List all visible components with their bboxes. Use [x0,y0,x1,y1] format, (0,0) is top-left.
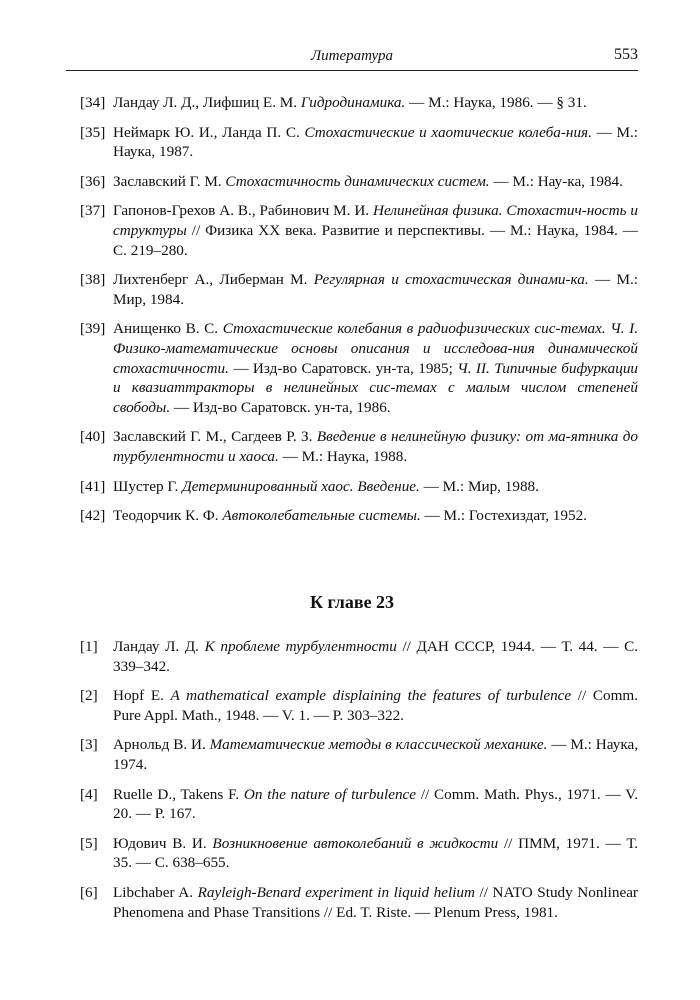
reference-number: [38] [80,271,106,289]
reference-entry [80,319,638,417]
reference-publication: // ДАН СССР, 1944. — Т. 44. — С. 339–342. [113,638,638,675]
reference-authors: Анищенко В. С. [113,320,219,338]
reference-entry [80,735,638,774]
reference-publication: — М.: Наука, 1988. [282,447,408,465]
reference-entry [80,506,638,526]
reference-number: [6] [80,883,98,901]
reference-title: Автоколебательные системы. [222,507,421,525]
reference-authors: Гапонов-Грехов А. В., Рабинович М. И. [113,202,370,220]
reference-authors: Юдович В. И. [113,834,207,852]
reference-title: Введение в нелинейную физику: от ма-ятника до турбулентности и хаоса. [113,428,638,465]
reference-title: On the nature of turbulence [243,785,417,803]
reference-title: Возникновение автоколебаний в жидкости [212,834,499,852]
reference-publication: — М.: Наука, 1987. [113,123,638,161]
reference-title: Математические методы в классической механике. [209,736,548,754]
reference-entry [80,270,638,309]
reference-publication: — М.: Гостехиздат, 1952. [424,507,587,525]
reference-publication: // ПММ, 1971. — Т. 35. — С. 638–655. [113,834,639,872]
reference-title: Нелинейная физика. Стохастич-ность и структуры [113,202,638,239]
reference-authors: Заславский Г. М. [113,172,222,190]
reference-publication: — М.: Мир, 1984. [113,271,638,308]
reference-title: Детерминированный хаос. Введение. [182,477,420,495]
reference-entry [80,883,638,922]
reference-authors: Шустер Г. [113,477,179,495]
reference-number: [4] [80,785,98,803]
reference-title: Rayleigh-Benard experiment in liquid helium [197,883,475,901]
running-head-title: Литература [310,48,394,64]
page-number: 553 [614,46,638,63]
reference-number: [1] [80,638,98,655]
reference-publication: // Comm. Math. Phys., 1971. — V. 20. — P. 167. [113,785,639,823]
reference-publication: — М.: Нау-ка, 1984. [493,172,623,190]
reference-number: [3] [80,736,98,754]
reference-entry [80,172,638,192]
chapter-heading: К главе 23 [309,592,395,612]
reference-list-chapter-23 [80,637,638,932]
reference-authors: Ландау Л. Д. [113,638,199,655]
reference-number: [5] [80,834,98,852]
reference-publication: — Изд-во Саратовск. ун-та, 1985; [233,359,453,377]
reference-title: Стохастические и хаотические колеба-ния. [304,123,592,141]
reference-entry [80,686,638,725]
reference-number: [40] [80,428,106,446]
reference-entry [80,834,638,873]
reference-list-chapter-22 [80,93,638,536]
reference-entry [80,93,638,113]
reference-entry [80,123,638,162]
reference-number: [35] [80,123,106,141]
reference-authors: Теодорчик К. Ф. [113,507,219,525]
reference-title: Стохастические колебания в радиофизических сис-темах. Ч. I. Физико-математические основы описания и исследова-ния динамической стохастичности. [113,320,639,377]
reference-entry [80,785,638,824]
running-head [66,46,638,71]
reference-authors: Hopf E. [113,687,164,705]
reference-publication: // Физика XX века. Развитие и перспективы. — М.: Наука, 1984. — С. 219–280. [113,221,638,259]
reference-number: [42] [80,507,106,525]
reference-authors: Арнольд В. И. [113,736,206,754]
reference-title: Гидродинамика. [300,94,406,111]
reference-number: [34] [80,94,106,111]
reference-entry [80,637,638,676]
reference-title: К проблеме турбулентности [204,638,397,655]
reference-authors: Ландау Л. Д., Лифшиц Е. М. [113,94,298,111]
reference-publication: — М.: Наука, 1986. — § 31. [409,94,587,111]
reference-entry [80,201,638,260]
reference-number: [36] [80,172,106,190]
reference-publication: — М.: Наука, 1974. [113,736,639,773]
reference-number: [2] [80,687,98,705]
reference-authors: Ruelle D., Takens F. [113,785,240,803]
reference-authors: Libchaber A. [113,883,194,901]
reference-authors: Заславский Г. М., Сагдеев Р. З. [113,428,313,446]
reference-title: Регулярная и стохастическая динами-ка. [313,271,589,289]
reference-publication: // Comm. Pure Appl. Math., 1948. — V. 1. — P. 303–322. [113,687,639,724]
reference-publication: // NATO Study Nonlinear Phenomena and Phase Transitions // Ed. T. Riste. — Plenum Press, 1981. [113,883,638,921]
reference-number: [39] [80,320,106,338]
reference-publication-part2: — Изд-во Саратовск. ун-та, 1986. [173,398,391,416]
reference-entry [80,427,638,466]
reference-title: Стохастичность динамических систем. [225,172,490,190]
reference-authors: Лихтенберг А., Либерман М. [113,271,308,289]
reference-entry [80,477,638,497]
reference-number: [41] [80,477,106,495]
reference-authors: Неймарк Ю. И., Ланда П. С. [113,123,300,141]
reference-number: [37] [80,202,106,220]
reference-publication: — М.: Мир, 1988. [423,477,539,495]
reference-title-part2: Ч. II. Типичные бифуркации и квазиаттракторы в нелинейных сис-темах с малым числом степеней свободы. [113,359,639,416]
reference-title: A mathematical example displaining the features of turbulence [170,687,572,705]
